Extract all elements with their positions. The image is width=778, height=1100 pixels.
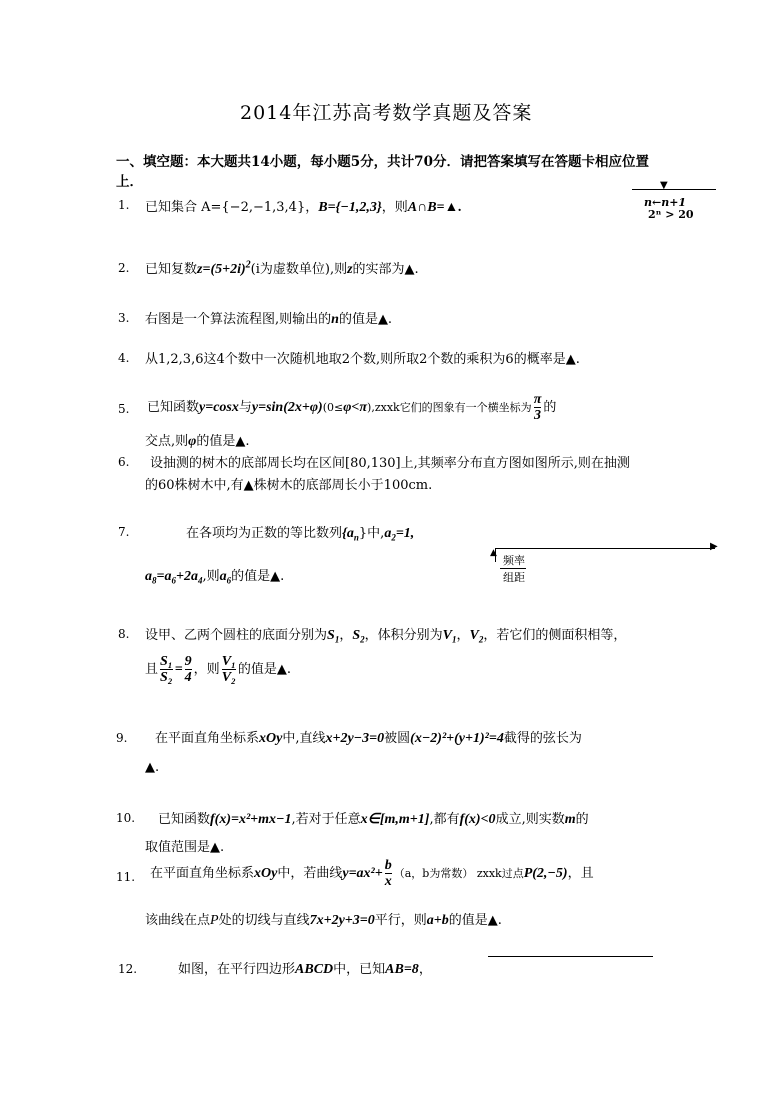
q2-text2: (i为虚数单位),则: [250, 262, 348, 277]
histogram-arrow-up-icon: ▲: [490, 548, 497, 558]
q5-text: 已知函数: [147, 400, 200, 415]
question-3: [145, 308, 392, 328]
page-title: 2014年江苏高考数学真题及答案: [240, 102, 533, 124]
section-heading-cont: 上．: [116, 174, 143, 190]
q2-text: 已知复数: [145, 262, 198, 277]
question-8: 设甲、乙两个圆柱的底面分别为$S_1$，$S_2$，体积分别为$V_1$，$V_2$，若它们的侧面积相等，: [145, 628, 627, 645]
q5-text4: 的: [543, 400, 557, 415]
histogram-label-freq: 频率: [503, 554, 525, 567]
question-number: 10.: [116, 811, 136, 825]
histogram-label-width: 组距: [503, 571, 525, 584]
q1-set-b: B={−1,2,3}: [318, 200, 382, 215]
question-number: 8.: [118, 627, 130, 641]
flowchart-condition: 2ⁿ > 20: [648, 208, 694, 221]
q1-text2: ，则: [381, 200, 408, 215]
q5-phi: φ<π: [343, 400, 368, 415]
flowchart-line: [632, 189, 716, 190]
question-5: [147, 392, 556, 423]
question-11-cont: 该曲线在点P处的切线与直线7x+2y+3=0平行，则a+b的值是▲.: [145, 913, 502, 928]
question-1: [145, 196, 462, 216]
question-4: 从1,2,3,6这4个数中一次随机地取2个数,则所取2个数的乘积为6的概率是▲.: [145, 352, 580, 367]
question-number: 9.: [116, 731, 128, 745]
q2-formula: z=(5+2i): [197, 262, 246, 277]
q1-intersection: A∩B=▲.: [407, 200, 462, 215]
q2-z: z: [347, 262, 353, 277]
section-heading: 一、填空题：本大题共14小题，每小题5分，共计70分．请把答案填写在答题卡相应位置: [116, 154, 649, 170]
question-5-cont: 交点,则φ的值是▲.: [145, 434, 250, 449]
q5-fraction: $\frac{\pi}{3}$: [533, 392, 542, 423]
question-number: 7.: [118, 525, 130, 539]
histogram-x-axis: [495, 548, 715, 549]
question-number: 1.: [118, 198, 130, 212]
q5-sin: y=sin(2x+φ): [251, 400, 323, 415]
question-number: 3.: [118, 311, 130, 325]
question-number: 11.: [116, 870, 136, 884]
q5-text3: ),zxxk它们的图象有一个横坐标为: [367, 401, 532, 414]
question-12: 如图，在平行四边形ABCD中，已知AB=8，: [178, 962, 432, 977]
q8-fraction-v: $\frac{\text{V₁}}{\text{V₂}}$: [221, 654, 236, 685]
question-number: 2.: [118, 261, 130, 275]
flowchart-arrow-icon: ▼: [660, 180, 668, 191]
question-2: [145, 258, 419, 278]
q8-fraction-s: $\frac{\text{S₁}}{\text{S₂}}$: [160, 654, 173, 685]
question-9-cont: ▲.: [145, 760, 160, 775]
q11-fraction: $\frac{b}{x}$: [384, 858, 392, 889]
q3-n: n: [331, 312, 339, 327]
question-8-cont: 且 $\frac{\text{S₁}}{\text{S₂}}$ = $\frac{9}{4}$ ，则 $\frac{\text{V₁}}{\text{V₂}}$ 的值是▲.: [145, 654, 292, 685]
question-number: 6.: [118, 455, 130, 469]
q2-text3: 的实部为▲.: [352, 262, 419, 277]
q5-text2: 与: [238, 400, 252, 415]
question-number: 4.: [118, 351, 130, 365]
question-7: 在各项均为正数的等比数列$\{a_n\}$中$,a_2=1$,: [186, 526, 415, 543]
question-11: 在平面直角坐标系xOy中，若曲线y=ax²+ $\frac{b}{x}$ （a，b为常数） zxxk过点P(2,−5)，且: [150, 858, 594, 889]
figure-line: [488, 956, 653, 957]
q1-text: 已知集合 A={−2,−1,3,4}，: [145, 200, 319, 215]
question-10: 已知函数f(x)=x²+mx−1,若对于任意x∈[m,m+1],都有f(x)<0成立,则实数m的: [158, 812, 589, 827]
q3-text: 右图是一个算法流程图,则输出的: [145, 312, 332, 327]
question-7-cont: $a_8=a_6+2a_4$,则$a_6$的值是▲.: [145, 569, 285, 586]
q2-exponent: 2: [245, 259, 251, 271]
flowchart-step: n←n+1: [644, 196, 687, 209]
question-6-cont: 的60株树木中,有▲株树木的底部周长小于100cm.: [145, 478, 433, 493]
question-9: 在平面直角坐标系xOy中,直线x+2y−3=0被圆(x−2)²+(y+1)²=4截得的弦长为: [155, 731, 582, 746]
question-number: 12.: [118, 962, 138, 976]
question-number: 5.: [118, 402, 130, 416]
q5-range: (0≤: [322, 401, 344, 414]
q3-text2: 的值是▲.: [338, 312, 393, 327]
question-6: 设抽测的树木的底部周长均在区间[80,130]上,其频率分布直方图如图所示,则在抽测: [150, 456, 630, 471]
q8-fraction-94: $\frac{9}{4}$: [184, 654, 192, 685]
question-10-cont: 取值范围是▲.: [145, 840, 225, 855]
histogram-arrow-icon: ▶: [710, 541, 718, 552]
q5-cos: y=cosx: [199, 400, 239, 415]
